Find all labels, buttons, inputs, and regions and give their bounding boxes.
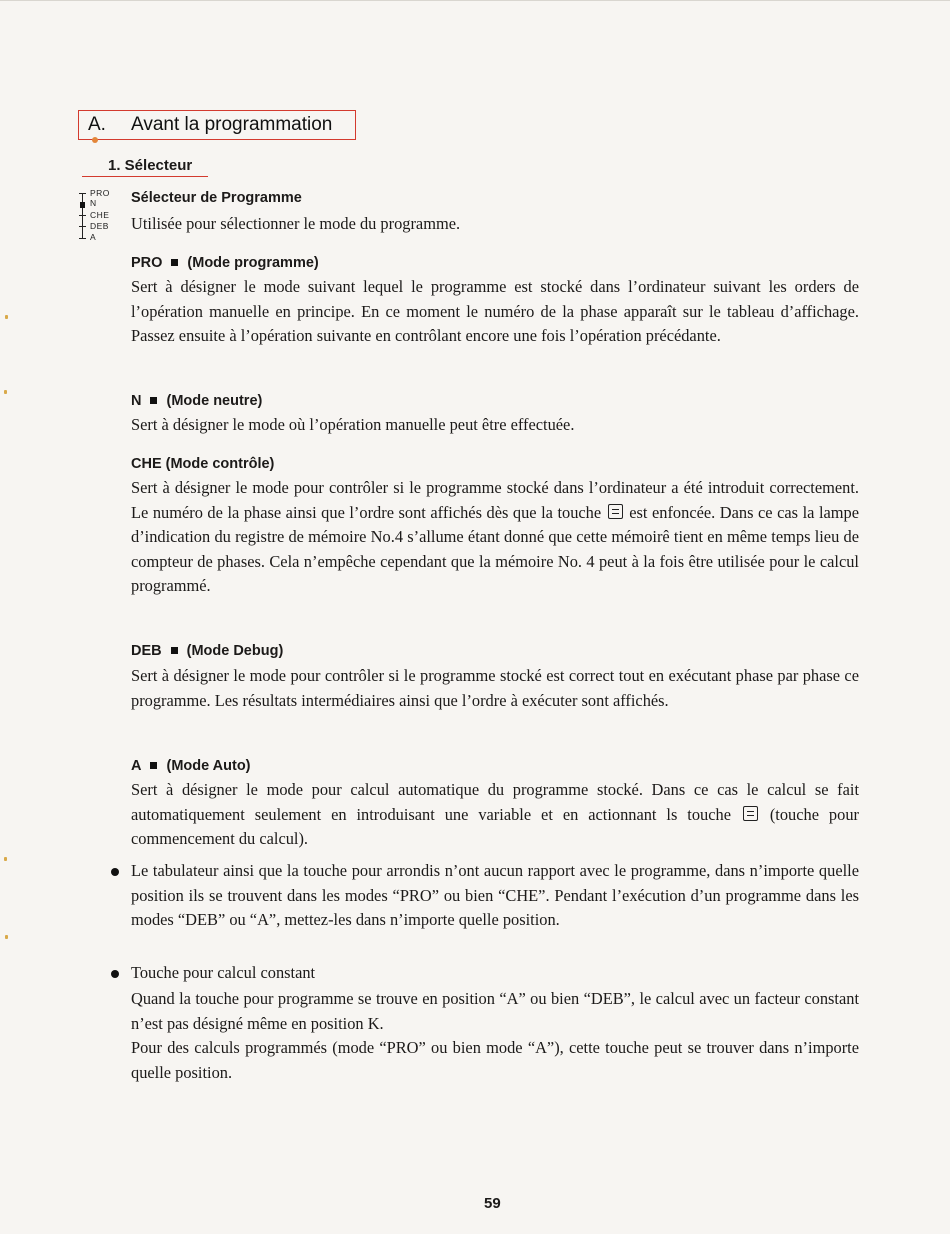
mode-a-text-a: Sert à désigner le mode pour calcul automatique du programme stocké. Dans ce cas le calcul se fait automatiquement seulement en introduisant une variable et en actionnant ls touche bbox=[131, 780, 859, 824]
margin-speck bbox=[5, 315, 8, 319]
margin-speck bbox=[5, 935, 8, 939]
intro-title: Sélecteur de Programme bbox=[131, 190, 302, 206]
mode-n-title bbox=[131, 393, 262, 409]
selector-label: A bbox=[90, 232, 97, 242]
mode-che-text bbox=[131, 476, 859, 599]
margin-speck bbox=[4, 390, 7, 394]
selector-switch-icon bbox=[78, 189, 128, 249]
selector-label: DEB bbox=[90, 221, 109, 231]
page-top-edge bbox=[0, 0, 950, 1]
black-square-icon bbox=[150, 762, 157, 769]
mode-desc: (Mode programme) bbox=[187, 255, 319, 271]
selector-label: N bbox=[90, 198, 97, 208]
mode-a-text bbox=[131, 778, 859, 852]
section-heading-box bbox=[78, 110, 356, 140]
mode-che-title: CHE (Mode contrôle) bbox=[131, 456, 275, 472]
mode-che-text-a: Sert à désigner le mode pour contrôler si le programme stocké dans l’ordinateur a été introduit correctement. Le numéro de la phase ainsi que l’ordre sont affichés dès que la touche bbox=[131, 478, 859, 522]
mode-desc: (Mode Auto) bbox=[166, 758, 251, 774]
mode-code: A bbox=[131, 758, 142, 774]
page-number: 59 bbox=[484, 1195, 501, 1212]
bullet-2-heading: Touche pour calcul constant bbox=[131, 963, 316, 982]
selector-tick bbox=[79, 193, 86, 194]
black-square-icon bbox=[171, 259, 178, 266]
section-letter: A. bbox=[88, 114, 106, 135]
subheading: 1. Sélecteur bbox=[108, 157, 193, 174]
black-square-icon bbox=[171, 647, 178, 654]
mode-pro-title bbox=[131, 255, 319, 271]
selector-knob bbox=[80, 202, 85, 208]
mode-deb-title bbox=[131, 643, 283, 659]
selector-label: PRO bbox=[90, 188, 110, 198]
bullet-1-text: Le tabulateur ainsi que la touche pour arrondis n’ont aucun rapport avec le programme, dans n’importe quelle position ils se trouvent dans les modes “PRO” ou bien “CHE”. Pendant l’exécution d’un programme dans les modes “DEB” ou “A”, mettez-les dans n’importe quelle position. bbox=[131, 861, 859, 929]
margin-speck bbox=[4, 857, 7, 861]
bullet-dot-icon bbox=[111, 868, 119, 876]
mode-pro-text: Sert à désigner le mode suivant lequel le programme est stocké dans l’ordinateur suivant les orders de l’opération manuelle en principe. En ce moment le numéro de la phase apparaît sur le tableau d’affichage. Passez ensuite à l’opération suivante en contrôlant encore une fois l’opération précédante. bbox=[131, 277, 859, 345]
section-title: Avant la programmation bbox=[131, 114, 333, 135]
selector-tick bbox=[79, 226, 86, 227]
intro-text: Utilisée pour sélectionner le mode du programme. bbox=[131, 214, 461, 233]
bullet-2-paragraph-2: Pour des calculs programmés (mode “PRO” ou bien mode “A”), cette touche peut se trouver dans n’importe quelle position. bbox=[131, 1038, 859, 1082]
equals-key-icon bbox=[743, 806, 758, 821]
mode-che-text-b: est enfoncée. Dans ce cas la lampe d’indication du registre de mémoire No.4 s’allume étant donné que cette mémoirê tient en même temps lieu de compteur de phases. Cela n’empêche cependant que la mémoire No. 4 peut à la fois être utilisée pour le calcul programmé. bbox=[131, 502, 859, 595]
mode-a-title bbox=[131, 758, 251, 774]
mode-desc: (Mode Debug) bbox=[186, 643, 284, 659]
equals-key-icon bbox=[608, 504, 623, 519]
mode-code: DEB bbox=[131, 643, 162, 659]
mode-n-text: Sert à désigner le mode où l’opération manuelle peut être effectuée. bbox=[131, 415, 575, 434]
mode-a-text-b: (touche pour commencement du calcul). bbox=[131, 804, 859, 848]
mode-code: PRO bbox=[131, 255, 163, 271]
selector-tick bbox=[79, 215, 86, 216]
mode-code: N bbox=[131, 393, 142, 409]
selector-tick bbox=[79, 238, 86, 239]
subheading-underline bbox=[82, 176, 208, 177]
mode-deb-text: Sert à désigner le mode pour contrôler si le programme stocké est correct tout en exécutant phase par phase ce programme. Les résultats intermédiaires ainsi que l’ordre à exécuter sont affichés. bbox=[131, 666, 859, 710]
orange-mark-icon bbox=[92, 137, 98, 143]
bullet-dot-icon bbox=[111, 970, 119, 978]
black-square-icon bbox=[150, 397, 157, 404]
mode-desc: (Mode neutre) bbox=[166, 393, 263, 409]
bullet-2-paragraph-1: Quand la touche pour programme se trouve en position “A” ou bien “DEB”, le calcul avec un facteur constant n’est pas désigné même en position K. bbox=[131, 989, 859, 1033]
selector-label: CHE bbox=[90, 210, 110, 220]
